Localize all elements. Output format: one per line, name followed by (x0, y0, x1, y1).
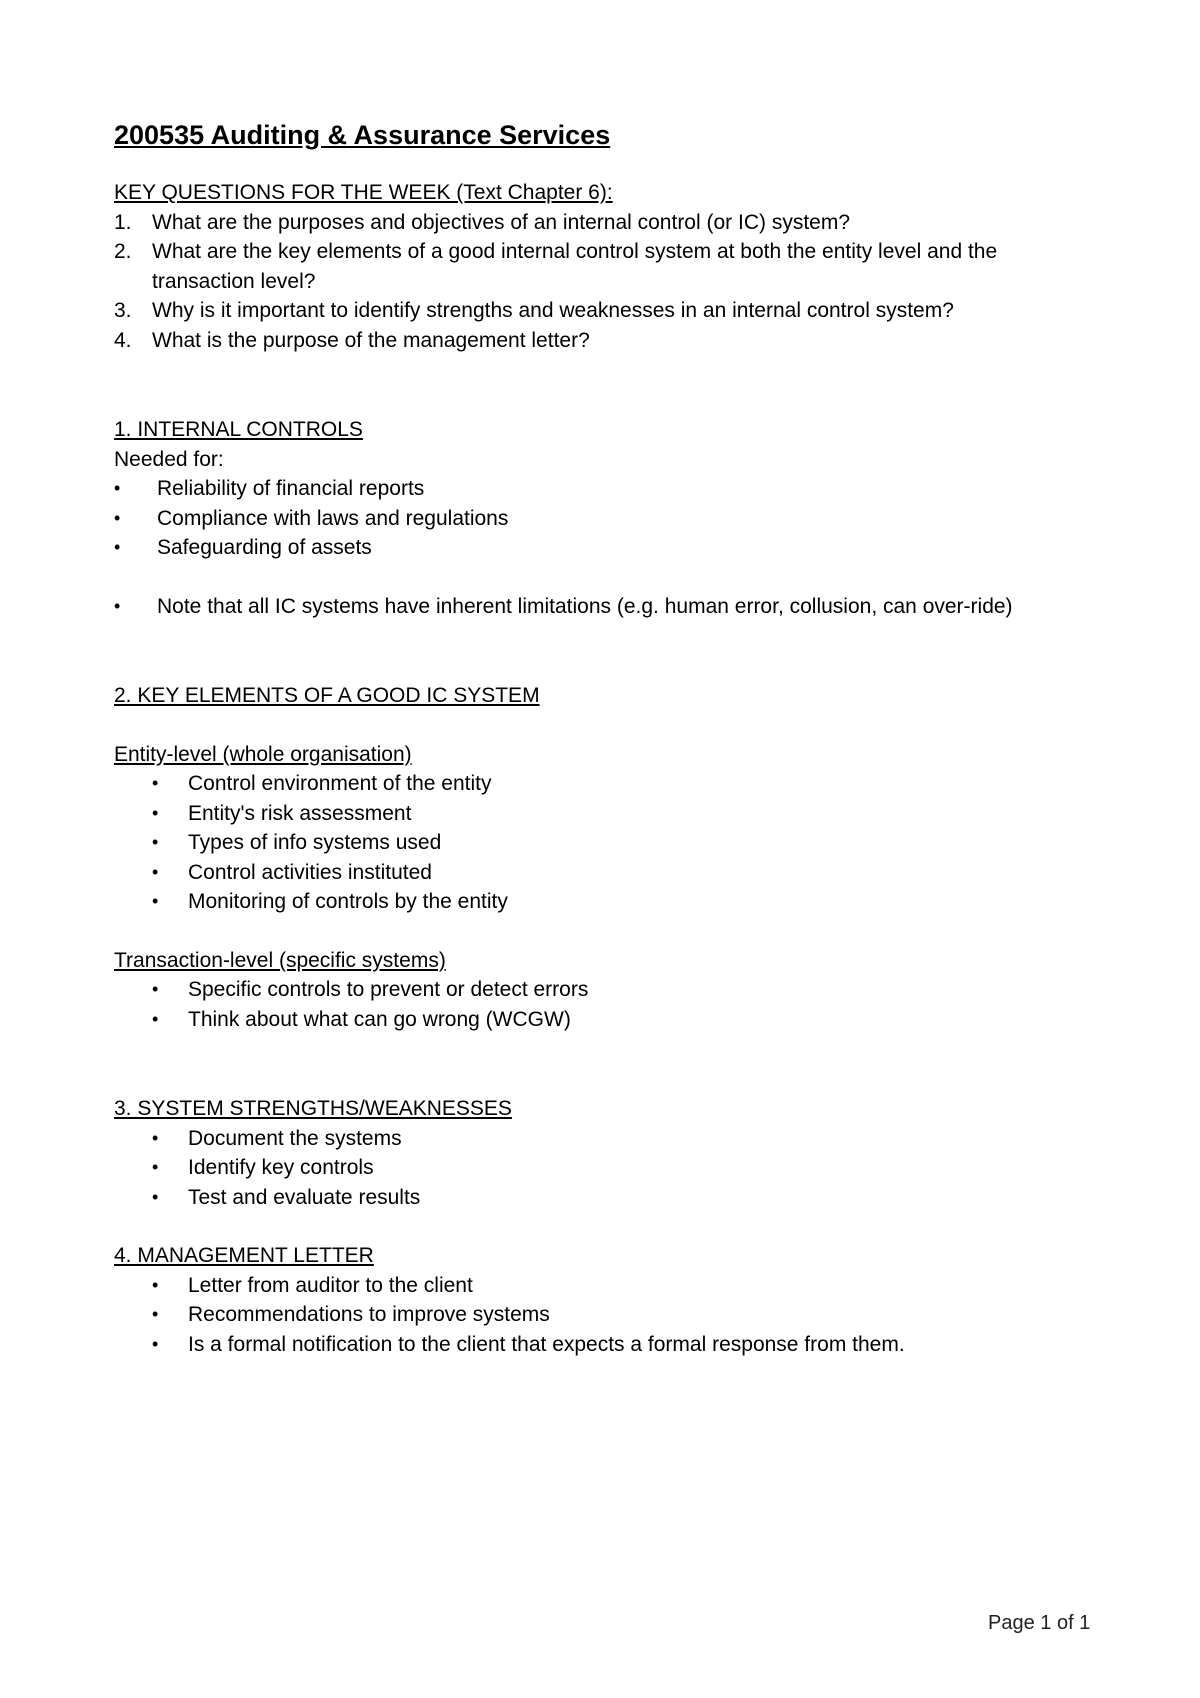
section1-bullet-list (114, 474, 1094, 563)
bullet-icon: • (152, 1157, 159, 1177)
bullet-icon: • (152, 773, 159, 793)
list-item (114, 533, 1094, 563)
key-questions-heading: KEY QUESTIONS FOR THE WEEK (Text Chapter 6): (114, 181, 613, 204)
bullet-icon: • (114, 537, 121, 557)
key-questions-list (114, 208, 1094, 356)
section4-heading: 4. MANAGEMENT LETTER (114, 1244, 374, 1267)
document-content (114, 118, 1094, 1359)
list-item (114, 326, 1094, 356)
transaction-level-bullet-list (114, 975, 1094, 1034)
list-item-text: Why is it important to identify strengths and weaknesses in an internal control system? (152, 299, 954, 322)
list-item-text: Recommendations to improve systems (188, 1303, 550, 1326)
list-item-text: Safeguarding of assets (157, 536, 372, 559)
bullet-icon: • (152, 1186, 159, 1207)
list-item (114, 1271, 1094, 1301)
section3-heading: 3. SYSTEM STRENGTHS/WEAKNESSES (114, 1097, 512, 1120)
spacer (114, 1212, 1094, 1241)
list-item-text: What are the key elements of a good internal control system at both the entity level and the transaction level? (152, 240, 998, 293)
bullet-icon: • (152, 979, 159, 999)
list-item-text: Specific controls to prevent or detect errors (188, 978, 589, 1001)
list-item-text: What are the purposes and objectives of an internal control (or IC) system? (152, 210, 851, 234)
bullet-icon: • (152, 1333, 159, 1354)
list-item-text: Test and evaluate results (188, 1185, 421, 1209)
list-item (114, 1330, 1094, 1360)
list-item (114, 799, 1094, 829)
bullet-icon: • (114, 595, 121, 616)
list-item (114, 592, 1094, 622)
list-item (114, 296, 1094, 326)
bullet-icon: • (152, 1008, 159, 1029)
document-title: 200535 Auditing & Assurance Services (114, 120, 611, 150)
bullet-icon: • (152, 1304, 159, 1324)
spacer (114, 917, 1094, 946)
list-item (114, 208, 1094, 238)
list-item-text: Types of info systems used (188, 831, 442, 854)
list-number: 2. (114, 240, 132, 263)
section2-heading: 2. KEY ELEMENTS OF A GOOD IC SYSTEM (114, 684, 540, 707)
bullet-icon: • (152, 1127, 159, 1148)
list-item-text: Compliance with laws and regulations (157, 506, 509, 530)
list-item (114, 975, 1094, 1005)
list-number: 1. (114, 210, 132, 234)
section4-bullet-list (114, 1271, 1094, 1360)
list-item-text: Reliability of financial reports (157, 477, 425, 500)
entity-level-heading: Entity-level (whole organisation) (114, 742, 412, 766)
section1-heading: 1. INTERNAL CONTROLS (114, 418, 363, 441)
list-item-text: Monitoring of controls by the entity (188, 890, 508, 913)
spacer (114, 1034, 1094, 1094)
list-item-text: Control environment of the entity (188, 772, 492, 795)
bullet-icon: • (152, 891, 159, 911)
list-item (114, 1153, 1094, 1183)
list-item-text: What is the purpose of the management letter? (152, 328, 590, 352)
list-item-text: Entity's risk assessment (188, 801, 412, 825)
list-item (114, 1183, 1094, 1213)
transaction-level-heading: Transaction-level (specific systems) (114, 948, 446, 972)
list-item (114, 887, 1094, 917)
list-item-text: Document the systems (188, 1126, 402, 1150)
list-item-text: Note that all IC systems have inherent limitations (e.g. human error, collusion, can over-ride) (157, 594, 1013, 618)
list-item-text: Is a formal notification to the client that expects a formal response from them. (188, 1332, 905, 1356)
list-item-text: Control activities instituted (188, 860, 432, 884)
bullet-icon: • (152, 802, 159, 823)
list-item (114, 828, 1094, 858)
entity-level-bullet-list (114, 769, 1094, 917)
list-item (114, 1300, 1094, 1330)
list-item (114, 858, 1094, 888)
list-number: 3. (114, 299, 132, 322)
list-item (114, 1124, 1094, 1154)
list-item (114, 504, 1094, 534)
list-item (114, 1005, 1094, 1035)
bullet-icon: • (114, 478, 121, 498)
section1-intro: Needed for: (114, 447, 224, 471)
list-item-text: Identify key controls (188, 1156, 374, 1179)
list-item-text: Letter from auditor to the client (188, 1273, 473, 1297)
section3-bullet-list (114, 1124, 1094, 1213)
list-item-text: Think about what can go wrong (WCGW) (188, 1007, 571, 1031)
section1-note-list (114, 592, 1094, 622)
spacer (114, 355, 1094, 415)
list-number: 4. (114, 328, 132, 352)
list-item (114, 769, 1094, 799)
bullet-icon: • (152, 1274, 159, 1295)
page-number: Page 1 of 1 (988, 1612, 1091, 1634)
bullet-icon: • (152, 861, 159, 882)
spacer (114, 563, 1094, 592)
spacer (114, 621, 1094, 681)
bullet-icon: • (114, 507, 121, 528)
spacer (114, 711, 1094, 740)
list-item (114, 474, 1094, 504)
list-item (114, 237, 1094, 296)
bullet-icon: • (152, 832, 159, 852)
